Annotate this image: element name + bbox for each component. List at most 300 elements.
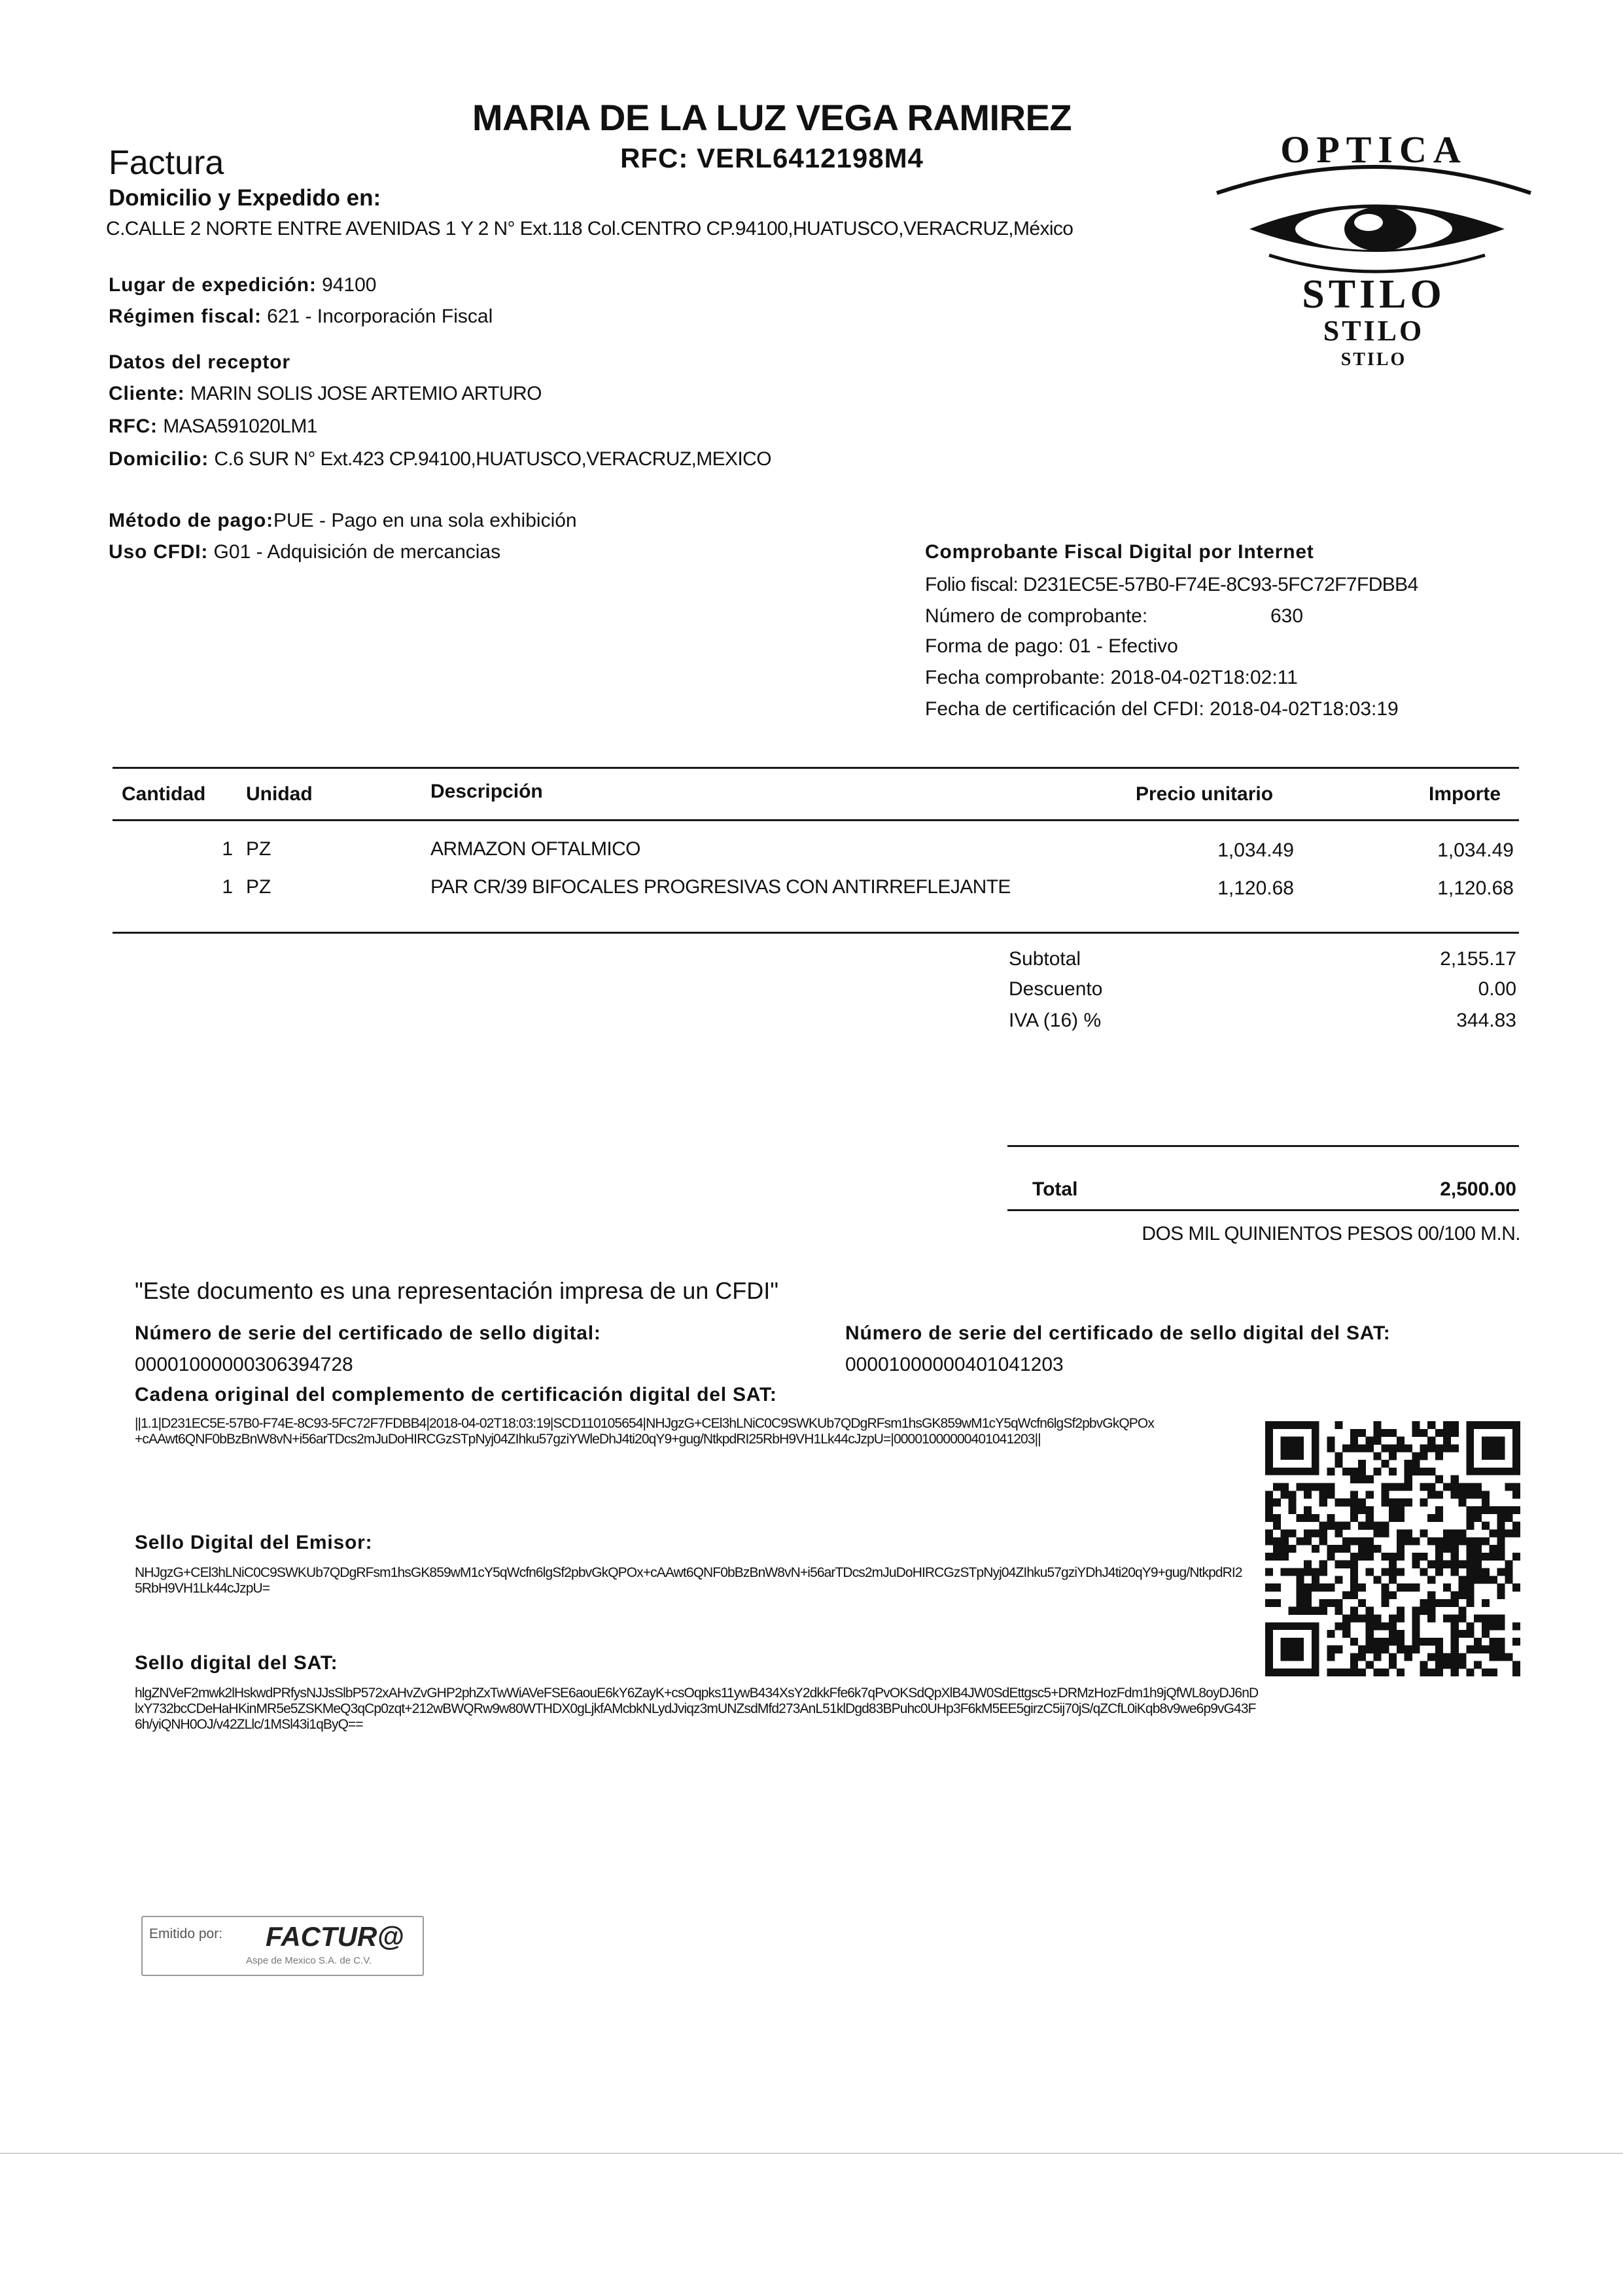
qr-module bbox=[1327, 1545, 1335, 1553]
qr-module bbox=[1427, 1437, 1435, 1445]
issuer-address: C.CALLE 2 NORTE ENTRE AVENIDAS 1 Y 2 N° Ext.118 Col.CENTRO CP.94100,HUATUSCO,VERACRUZ,México bbox=[106, 218, 1073, 239]
qr-module bbox=[1296, 1483, 1304, 1491]
qr-module bbox=[1327, 1646, 1335, 1653]
qr-module bbox=[1505, 1653, 1512, 1661]
qr-module bbox=[1350, 1561, 1358, 1568]
qr-module bbox=[1296, 1583, 1304, 1591]
qr-module bbox=[1358, 1653, 1366, 1661]
qr-module bbox=[1342, 1498, 1350, 1506]
sello-sat-label: Sello digital del SAT: bbox=[135, 1652, 338, 1674]
qr-module bbox=[1482, 1669, 1490, 1676]
qr-module bbox=[1397, 1514, 1405, 1522]
qr-module bbox=[1327, 1653, 1335, 1661]
qr-module bbox=[1466, 1630, 1474, 1638]
qr-module bbox=[1427, 1607, 1435, 1615]
qr-module bbox=[1427, 1421, 1435, 1429]
qr-module bbox=[1427, 1537, 1435, 1545]
qr-module bbox=[1512, 1638, 1520, 1646]
qr-module bbox=[1482, 1646, 1490, 1653]
address-label: Domicilio y Expedido en: bbox=[109, 185, 381, 211]
table-row bbox=[0, 875, 1623, 902]
qr-module bbox=[1342, 1630, 1350, 1638]
qr-module bbox=[1443, 1437, 1451, 1445]
uso-label: Uso CFDI: bbox=[109, 541, 209, 563]
qr-module bbox=[1435, 1444, 1443, 1452]
qr-module bbox=[1389, 1653, 1397, 1661]
qr-module bbox=[1319, 1583, 1327, 1591]
table-top-rule bbox=[113, 767, 1519, 769]
qr-module bbox=[1312, 1529, 1319, 1537]
qr-module bbox=[1319, 1498, 1327, 1506]
qr-module bbox=[1466, 1506, 1474, 1514]
qr-module bbox=[1358, 1475, 1366, 1483]
qr-module bbox=[1358, 1646, 1366, 1653]
qr-module bbox=[1505, 1568, 1512, 1576]
qr-module bbox=[1296, 1537, 1304, 1545]
qr-module bbox=[1490, 1576, 1497, 1583]
qr-module bbox=[1350, 1475, 1358, 1483]
qr-module bbox=[1443, 1583, 1451, 1591]
qr-module bbox=[1443, 1429, 1451, 1437]
cliente-label: Cliente: bbox=[109, 383, 185, 404]
qr-module bbox=[1397, 1553, 1405, 1561]
uso-cfdi bbox=[109, 540, 500, 564]
qr-module bbox=[1319, 1537, 1327, 1545]
qr-module bbox=[1327, 1630, 1335, 1638]
qr-module bbox=[1335, 1669, 1342, 1676]
qr-module bbox=[1389, 1591, 1397, 1599]
qr-module bbox=[1435, 1545, 1443, 1553]
qr-module bbox=[1474, 1491, 1482, 1498]
qr-module bbox=[1304, 1529, 1312, 1537]
qr-module bbox=[1389, 1452, 1397, 1460]
qr-module bbox=[1389, 1553, 1397, 1561]
row-unidad: PZ bbox=[246, 838, 271, 860]
qr-module bbox=[1451, 1669, 1459, 1676]
qr-module bbox=[1342, 1522, 1350, 1530]
qr-module bbox=[1366, 1614, 1374, 1622]
qr-module bbox=[1373, 1421, 1381, 1429]
qr-module bbox=[1281, 1638, 1304, 1661]
qr-module bbox=[1304, 1599, 1312, 1607]
qr-module bbox=[1466, 1553, 1474, 1561]
qr-module bbox=[1281, 1491, 1289, 1498]
qr-module bbox=[1265, 1491, 1273, 1498]
qr-module bbox=[1427, 1576, 1435, 1583]
qr-module bbox=[1296, 1568, 1304, 1576]
receptor-rfc-label: RFC: bbox=[109, 415, 158, 437]
qr-module bbox=[1412, 1646, 1420, 1653]
qr-module bbox=[1373, 1614, 1381, 1622]
qr-module bbox=[1389, 1468, 1397, 1475]
regimen-label: Régimen fiscal: bbox=[109, 306, 262, 327]
issuer-name: MARIA DE LA LUZ VEGA RAMIREZ bbox=[472, 97, 1072, 138]
qr-module bbox=[1466, 1514, 1474, 1522]
qr-module bbox=[1443, 1529, 1451, 1537]
qr-module bbox=[1451, 1599, 1459, 1607]
qr-module bbox=[1412, 1460, 1420, 1468]
qr-module bbox=[1304, 1591, 1312, 1599]
qr-module bbox=[1335, 1599, 1342, 1607]
qr-module bbox=[1265, 1498, 1273, 1506]
qr-module bbox=[1412, 1429, 1420, 1437]
qr-module bbox=[1319, 1568, 1327, 1576]
qr-module bbox=[1342, 1468, 1350, 1475]
qr-module bbox=[1342, 1622, 1350, 1630]
serie-emisor-label: Número de serie del certificado de sello digital: bbox=[135, 1322, 601, 1344]
qr-module bbox=[1327, 1599, 1335, 1607]
qr-module bbox=[1466, 1576, 1474, 1583]
qr-module bbox=[1482, 1568, 1490, 1576]
qr-module bbox=[1497, 1646, 1505, 1653]
qr-module bbox=[1482, 1599, 1490, 1607]
qr-module bbox=[1482, 1630, 1490, 1638]
qr-module bbox=[1420, 1607, 1427, 1615]
receptor-section-label: Datos del receptor bbox=[109, 351, 290, 373]
qr-module bbox=[1497, 1537, 1505, 1545]
qr-module bbox=[1397, 1437, 1405, 1445]
qr-module bbox=[1420, 1483, 1427, 1491]
qr-module bbox=[1335, 1607, 1342, 1615]
qr-module bbox=[1482, 1498, 1490, 1506]
issuer-rfc: VERL6412198M4 bbox=[697, 143, 924, 173]
document-type: Factura bbox=[109, 144, 224, 182]
qr-module bbox=[1381, 1646, 1389, 1653]
qr-module bbox=[1490, 1553, 1497, 1561]
qr-module bbox=[1490, 1622, 1497, 1630]
qr-module bbox=[1296, 1607, 1304, 1615]
qr-module bbox=[1319, 1607, 1327, 1615]
qr-module bbox=[1366, 1545, 1374, 1553]
qr-module bbox=[1373, 1429, 1381, 1437]
qr-module bbox=[1366, 1522, 1374, 1530]
cliente-value: MARIN SOLIS JOSE ARTEMIO ARTURO bbox=[190, 383, 542, 404]
sello-sat-value: hlgZNVeF2mwk2lHskwdPRfysNJJsSlbP572xAHvZvGHP2phZxTwWiAVeFSE6aouE6kY6ZayK+csOqpks11ywB434XsY2dkkFfe6k7qPvOKSdQpXlB4JW0SdEttgsc5+DRMzHozFdm1h9jQfWL8oyDJ6nDlxY732bcCDeHaHKinMR5e5ZSKMeQ3qCp0zqt+212wBWQRw9w80WTHDX0gLjkfAMcbkNLydJviqz3mUNZsdMfd273AnL51klDgd83BPuhc0UHp3F6kM5EE5girzC5ij70jS/qZCfL0iKqb8v9we6p9vG43F6h/yiQNH0OJ/v42ZLlc/1MSl43i1qByQ== bbox=[135, 1686, 1259, 1732]
qr-module bbox=[1327, 1483, 1335, 1491]
svg-text:STILO: STILO bbox=[1340, 349, 1407, 370]
qr-module bbox=[1443, 1614, 1451, 1622]
qr-module bbox=[1358, 1545, 1366, 1553]
qr-module bbox=[1451, 1475, 1459, 1483]
qr-module bbox=[1405, 1483, 1412, 1491]
qr-module bbox=[1366, 1646, 1374, 1653]
qr-module bbox=[1273, 1522, 1281, 1530]
total-top-rule bbox=[1007, 1145, 1519, 1147]
qr-module bbox=[1335, 1529, 1342, 1537]
qr-module bbox=[1490, 1638, 1497, 1646]
qr-module bbox=[1466, 1522, 1474, 1530]
qr-module bbox=[1427, 1614, 1435, 1622]
qr-module bbox=[1435, 1553, 1443, 1561]
cfdi-folio: Folio fiscal: D231EC5E-57B0-F74E-8C93-5FC72F7FDBB4 bbox=[925, 574, 1418, 595]
qr-module bbox=[1350, 1653, 1358, 1661]
cfdi-fecha: Fecha comprobante: 2018-04-02T18:02:11 bbox=[925, 667, 1298, 688]
qr-module bbox=[1342, 1669, 1350, 1676]
emitido-por-box bbox=[141, 1916, 424, 1976]
qr-module bbox=[1381, 1553, 1389, 1561]
qr-module bbox=[1373, 1437, 1381, 1445]
qr-module bbox=[1304, 1537, 1312, 1545]
qr-module bbox=[1335, 1421, 1342, 1429]
qr-module bbox=[1288, 1545, 1296, 1553]
qr-module bbox=[1335, 1498, 1342, 1506]
qr-module bbox=[1281, 1437, 1304, 1460]
qr-module bbox=[1366, 1444, 1374, 1452]
qr-module bbox=[1405, 1475, 1412, 1483]
qr-module bbox=[1373, 1452, 1381, 1460]
col-importe-header: Importe bbox=[1429, 783, 1501, 805]
qr-module bbox=[1512, 1529, 1520, 1537]
qr-module bbox=[1327, 1669, 1335, 1676]
qr-module bbox=[1497, 1638, 1505, 1646]
qr-module bbox=[1335, 1522, 1342, 1530]
qr-module bbox=[1389, 1661, 1397, 1669]
qr-module bbox=[1366, 1553, 1374, 1561]
qr-module bbox=[1281, 1545, 1289, 1553]
qr-module bbox=[1497, 1583, 1505, 1591]
qr-module bbox=[1366, 1661, 1374, 1669]
qr-module bbox=[1281, 1529, 1289, 1537]
qr-module bbox=[1366, 1607, 1374, 1615]
qr-module bbox=[1397, 1638, 1405, 1646]
qr-module bbox=[1304, 1483, 1312, 1491]
qr-module bbox=[1405, 1444, 1412, 1452]
qr-module bbox=[1389, 1630, 1397, 1638]
qr-module bbox=[1373, 1545, 1381, 1553]
qr-module bbox=[1505, 1561, 1512, 1568]
qr-module bbox=[1451, 1638, 1459, 1646]
svg-text:STILO: STILO bbox=[1302, 272, 1446, 317]
receptor-rfc-value: MASA591020LM1 bbox=[163, 415, 317, 437]
qr-module bbox=[1373, 1522, 1381, 1530]
qr-module bbox=[1265, 1568, 1273, 1576]
qr-module bbox=[1350, 1583, 1358, 1591]
qr-module bbox=[1490, 1506, 1497, 1514]
total-label: Total bbox=[1032, 1178, 1078, 1200]
qr-module bbox=[1319, 1599, 1327, 1607]
qr-module bbox=[1427, 1483, 1435, 1491]
qr-module bbox=[1482, 1537, 1490, 1545]
iva-label: IVA (16) % bbox=[1009, 1010, 1102, 1031]
qr-module bbox=[1304, 1506, 1312, 1514]
qr-module bbox=[1342, 1561, 1350, 1568]
qr-module bbox=[1366, 1568, 1374, 1576]
qr-module bbox=[1512, 1583, 1520, 1591]
qr-module bbox=[1512, 1553, 1520, 1561]
qr-module bbox=[1265, 1506, 1273, 1514]
col-cantidad-header: Cantidad bbox=[122, 783, 206, 805]
qr-module bbox=[1373, 1529, 1381, 1537]
qr-module bbox=[1427, 1669, 1435, 1676]
qr-module bbox=[1342, 1444, 1350, 1452]
qr-module bbox=[1412, 1561, 1420, 1568]
qr-module bbox=[1381, 1444, 1389, 1452]
qr-module bbox=[1490, 1529, 1497, 1537]
metodo-value: PUE - Pago en una sola exhibición bbox=[273, 510, 577, 531]
qr-module bbox=[1273, 1498, 1281, 1506]
qr-module bbox=[1466, 1646, 1474, 1653]
qr-module bbox=[1381, 1622, 1389, 1630]
qr-module bbox=[1342, 1591, 1350, 1599]
qr-module bbox=[1458, 1653, 1466, 1661]
qr-module bbox=[1389, 1483, 1397, 1491]
qr-module bbox=[1350, 1661, 1358, 1669]
qr-module bbox=[1458, 1607, 1466, 1615]
qr-module bbox=[1381, 1568, 1389, 1576]
qr-module bbox=[1451, 1591, 1459, 1599]
qr-module bbox=[1342, 1545, 1350, 1553]
qr-module bbox=[1389, 1622, 1397, 1630]
qr-module bbox=[1482, 1576, 1490, 1583]
qr-module bbox=[1451, 1429, 1459, 1437]
qr-module bbox=[1474, 1561, 1482, 1568]
qr-module bbox=[1490, 1669, 1497, 1676]
qr-module bbox=[1420, 1661, 1427, 1669]
qr-module bbox=[1389, 1561, 1397, 1568]
qr-module bbox=[1405, 1468, 1412, 1475]
qr-module bbox=[1482, 1522, 1490, 1530]
qr-module bbox=[1335, 1576, 1342, 1583]
qr-module bbox=[1281, 1483, 1289, 1491]
qr-module bbox=[1497, 1522, 1505, 1530]
qr-module bbox=[1350, 1568, 1358, 1576]
qr-module bbox=[1420, 1599, 1427, 1607]
qr-module bbox=[1435, 1452, 1443, 1460]
qr-module bbox=[1497, 1529, 1505, 1537]
qr-module bbox=[1405, 1653, 1412, 1661]
qr-module bbox=[1420, 1468, 1427, 1475]
qr-module bbox=[1420, 1553, 1427, 1561]
qr-module bbox=[1327, 1553, 1335, 1561]
qr-module bbox=[1435, 1638, 1443, 1646]
qr-module bbox=[1327, 1583, 1335, 1591]
qr-module bbox=[1512, 1522, 1520, 1530]
qr-module bbox=[1427, 1491, 1435, 1498]
qr-module bbox=[1312, 1583, 1319, 1591]
qr-module bbox=[1381, 1591, 1389, 1599]
qr-module bbox=[1497, 1506, 1505, 1514]
qr-module bbox=[1458, 1661, 1466, 1669]
qr-module bbox=[1397, 1444, 1405, 1452]
total-en-letra: DOS MIL QUINIENTOS PESOS 00/100 M.N. bbox=[1142, 1223, 1520, 1245]
qr-module bbox=[1412, 1614, 1420, 1622]
qr-module bbox=[1273, 1545, 1281, 1553]
qr-module bbox=[1435, 1669, 1443, 1676]
qr-module bbox=[1350, 1498, 1358, 1506]
qr-module bbox=[1458, 1498, 1466, 1506]
qr-module bbox=[1350, 1607, 1358, 1615]
qr-module bbox=[1288, 1529, 1296, 1537]
qr-module bbox=[1474, 1537, 1482, 1545]
qr-module bbox=[1273, 1599, 1281, 1607]
qr-module bbox=[1435, 1599, 1443, 1607]
qr-module bbox=[1304, 1514, 1312, 1522]
qr-module bbox=[1435, 1646, 1443, 1653]
qr-module bbox=[1512, 1506, 1520, 1514]
qr-module bbox=[1358, 1460, 1366, 1468]
qr-module bbox=[1427, 1561, 1435, 1568]
qr-module bbox=[1350, 1537, 1358, 1545]
qr-module bbox=[1497, 1545, 1505, 1553]
qr-module bbox=[1512, 1622, 1520, 1630]
serie-sat-value: 00001000000401041203 bbox=[845, 1354, 1064, 1375]
total-value: 2,500.00 bbox=[1440, 1178, 1516, 1200]
qr-module bbox=[1458, 1591, 1466, 1599]
optica-stilo-logo bbox=[1204, 131, 1544, 380]
qr-module bbox=[1373, 1646, 1381, 1653]
qr-module bbox=[1312, 1514, 1319, 1522]
qr-module bbox=[1474, 1576, 1482, 1583]
qr-module bbox=[1335, 1561, 1342, 1568]
qr-module bbox=[1397, 1537, 1405, 1545]
qr-module bbox=[1405, 1646, 1412, 1653]
qr-module bbox=[1381, 1522, 1389, 1530]
lugar-label: Lugar de expedición: bbox=[109, 274, 317, 296]
cadena-original-label: Cadena original del complemento de certificación digital del SAT: bbox=[135, 1384, 777, 1405]
qr-module bbox=[1389, 1614, 1397, 1622]
qr-module bbox=[1366, 1475, 1374, 1483]
lugar-expedicion bbox=[109, 274, 377, 297]
qr-module bbox=[1358, 1468, 1366, 1475]
qr-module bbox=[1490, 1545, 1497, 1553]
qr-module bbox=[1366, 1622, 1374, 1630]
qr-module bbox=[1458, 1614, 1466, 1622]
receptor-domicilio bbox=[109, 448, 771, 471]
metodo-pago bbox=[109, 509, 577, 533]
iva-value: 344.83 bbox=[1456, 1010, 1516, 1031]
qr-module bbox=[1466, 1568, 1474, 1576]
qr-module bbox=[1327, 1444, 1335, 1452]
qr-module bbox=[1412, 1421, 1420, 1429]
qr-module bbox=[1405, 1537, 1412, 1545]
qr-module bbox=[1435, 1429, 1443, 1437]
qr-module bbox=[1412, 1553, 1420, 1561]
qr-module bbox=[1327, 1468, 1335, 1475]
qr-module bbox=[1490, 1614, 1497, 1622]
qr-module bbox=[1296, 1591, 1304, 1599]
qr-module bbox=[1358, 1429, 1366, 1437]
qr-module bbox=[1412, 1622, 1420, 1630]
qr-module bbox=[1420, 1444, 1427, 1452]
qr-module bbox=[1420, 1429, 1427, 1437]
qr-module bbox=[1427, 1591, 1435, 1599]
regimen-fiscal bbox=[109, 305, 493, 328]
qr-code-icon bbox=[1265, 1421, 1520, 1676]
row-importe: 1,034.49 bbox=[1437, 839, 1514, 861]
qr-module bbox=[1443, 1483, 1451, 1491]
qr-module bbox=[1350, 1514, 1358, 1522]
qr-module bbox=[1474, 1553, 1482, 1561]
qr-module bbox=[1273, 1514, 1281, 1522]
qr-module bbox=[1451, 1561, 1459, 1568]
qr-module bbox=[1381, 1669, 1389, 1676]
qr-module bbox=[1412, 1583, 1420, 1591]
scan-edge-rule bbox=[0, 2153, 1623, 2154]
qr-module bbox=[1497, 1514, 1505, 1522]
qr-module bbox=[1412, 1452, 1420, 1460]
qr-module bbox=[1474, 1646, 1482, 1653]
uso-value: G01 - Adquisición de mercancias bbox=[213, 541, 501, 563]
qr-module bbox=[1451, 1537, 1459, 1545]
qr-module bbox=[1412, 1630, 1420, 1638]
receptor-rfc bbox=[109, 415, 317, 438]
qr-module bbox=[1397, 1583, 1405, 1591]
qr-module bbox=[1381, 1429, 1389, 1437]
qr-module bbox=[1397, 1506, 1405, 1514]
qr-module bbox=[1451, 1646, 1459, 1653]
eye-logo-icon bbox=[1204, 131, 1544, 380]
serie-emisor-value: 00001000000306394728 bbox=[135, 1354, 353, 1375]
